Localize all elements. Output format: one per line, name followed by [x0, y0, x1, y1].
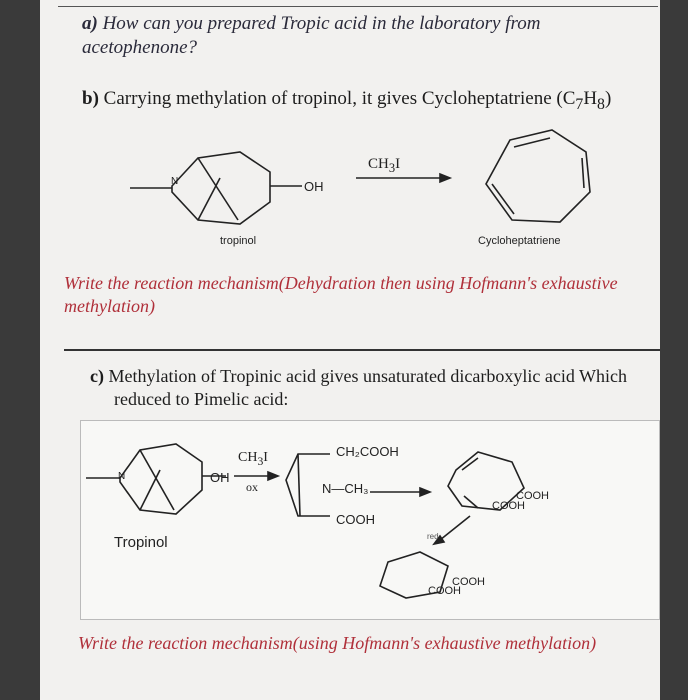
- n-ch3-label: N—CH₃: [322, 481, 369, 496]
- middle-divider: [64, 349, 660, 351]
- question-c: [90, 365, 627, 411]
- tropinol-c-n-label: N: [118, 471, 126, 482]
- reagent-b: [368, 156, 400, 176]
- ch2cooh-label: CH₂COOH: [336, 444, 399, 459]
- question-c-label: c): [90, 366, 104, 386]
- formula-h: H: [583, 88, 598, 109]
- pimelic-cooh-2: COOH: [428, 585, 461, 597]
- question-b: [82, 88, 611, 114]
- instruction-c: Write the reaction mechanism(using Hofmann's exhaustive methylation): [78, 633, 597, 653]
- reagent-b-sub: 3: [388, 161, 396, 175]
- scheme-b-drawing: [0, 120, 688, 380]
- cycloheptatriene-name: Cycloheptatriene: [478, 235, 561, 247]
- reagent-c-i: I: [263, 450, 268, 465]
- arrow-c3: [440, 516, 470, 540]
- reagent-b-i: I: [395, 156, 401, 172]
- question-a-text: How can you prepared Tropic acid in the laboratory from acetophenone?: [82, 13, 541, 58]
- reagent-c-ch: CH: [238, 450, 258, 465]
- tropinol-c-ring: [120, 444, 202, 514]
- question-a: [82, 12, 602, 60]
- instruction-b: Write the reaction mechanism(Dehydration then using Hofmann's exhaustive methylation): [64, 273, 618, 316]
- diene-cooh-1: COOH: [516, 490, 549, 502]
- cooh-lower-label: COOH: [336, 512, 375, 527]
- question-c-line2: reduced to Pimelic acid:: [114, 389, 289, 409]
- red-label: red: [427, 532, 439, 541]
- tropinol-c-name: Tropinol: [114, 534, 168, 551]
- formula-sub-8: 8: [597, 95, 605, 113]
- tropinol-n-label: N: [171, 176, 179, 187]
- formula-sub-7: 7: [575, 95, 584, 113]
- formula-close: ): [604, 88, 612, 109]
- reagent-c-sub: 3: [257, 454, 264, 468]
- reagent-b-ch: CH: [368, 156, 389, 172]
- tropinol-c-oh-label: OH: [210, 470, 230, 485]
- reagent-c-below: ox: [246, 480, 258, 494]
- question-a-label: a): [82, 13, 98, 34]
- tropinol-ring: [172, 152, 270, 224]
- reagent-c: [238, 450, 268, 468]
- question-c-line1: Methylation of Tropinic acid gives unsaturated dicarboxylic acid Which: [108, 366, 628, 386]
- cycloheptatriene-ring: [486, 130, 590, 222]
- tropinol-oh-label: OH: [304, 179, 324, 194]
- question-b-label: b): [82, 88, 99, 109]
- tropinol-name: tropinol: [220, 235, 257, 247]
- question-b-text: Carrying methylation of tropinol, it gives Cycloheptatriene (C: [103, 88, 576, 109]
- pimelic-cooh-1: COOH: [452, 576, 485, 588]
- diene-cooh-2: COOH: [492, 500, 525, 512]
- top-divider: [58, 6, 658, 7]
